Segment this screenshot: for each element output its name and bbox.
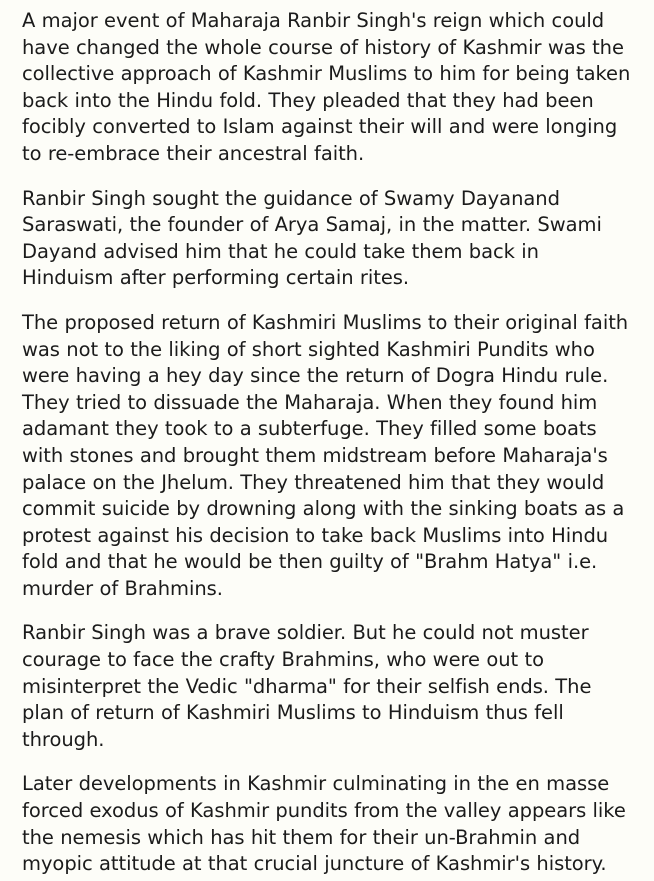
paragraph-2: Ranbir Singh sought the guidance of Swamy Dayanand Saraswati, the founder of Arya Samaj, in the matter. Swami Dayand advised him that he could take them back in Hinduism after performing certain rites. <box>22 186 602 290</box>
paragraph-4: Ranbir Singh was a brave soldier. But he could not muster courage to face the crafty Brahmins, who were out to misinterpret the Vedic "dharma" for their selfish ends. The plan of return of Kashmiri Muslims to Hinduism thus fell through. <box>22 621 592 751</box>
paragraph-1: A major event of Maharaja Ranbir Singh's reign which could have changed the whole course of history of Kashmir was the collective approach of Kashmir Muslims to him for being taken back into the Hindu fold. They pleaded that they had been focibly converted to Islam against their will and were longing to re-embrace their ancestral faith. <box>22 9 631 165</box>
paragraph-5: Later developments in Kashmir culminating in the en masse forced exodus of Kashmir pundits from the valley appears like the nemesis which has hit them for their un-Brahmin and myopic attitude at that crucial juncture of Kashmir's history. <box>22 772 626 876</box>
paragraph-3: The proposed return of Kashmiri Muslims to their original faith was not to the liking of short sighted Kashmiri Pundits who were having a hey day since the return of Dogra Hindu rule. They tried to dissuade the Maharaja. When they found him adamant they took to a subterfuge. They filled some boats with stones and brought them midstream before Maharaja's palace on the Jhelum. They threatened him that they would commit suicide by drowning along with the sinking boats as a protest against his decision to take back Muslims into Hindu fold and that he would be then guilty of "Brahm Hatya" i.e. murder of Brahmins. <box>22 310 629 600</box>
